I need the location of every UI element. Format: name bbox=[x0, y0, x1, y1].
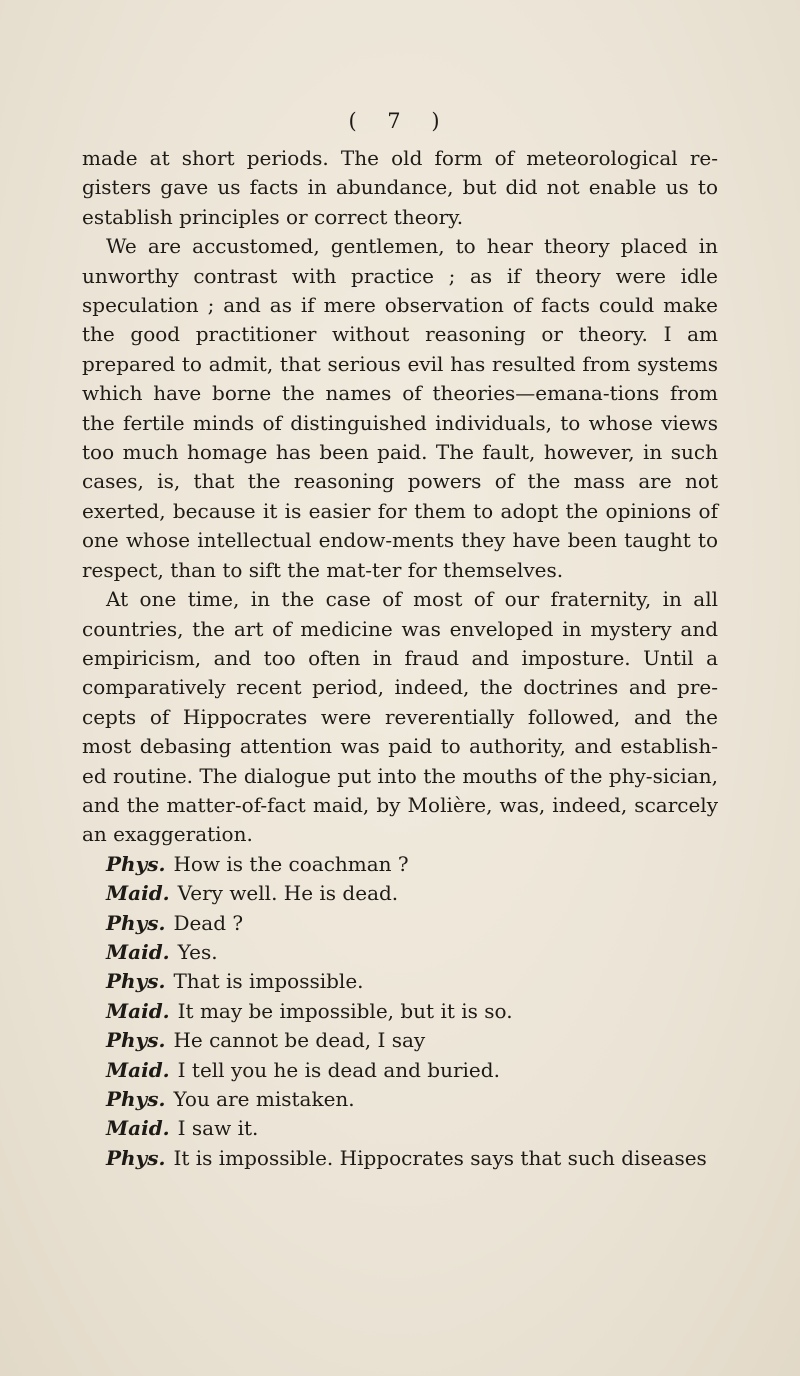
dialogue-text: How is the coachman ? bbox=[173, 851, 409, 876]
dialogue-speaker: Maid. bbox=[106, 881, 170, 906]
dialogue-speaker: Maid. bbox=[106, 1057, 170, 1082]
dialogue-line bbox=[82, 997, 718, 1026]
dialogue-text: Dead ? bbox=[173, 910, 244, 935]
dialogue-text: He cannot be dead, I say bbox=[173, 1028, 426, 1053]
dialogue-line bbox=[82, 1056, 718, 1085]
dialogue-line bbox=[82, 938, 718, 967]
dialogue-line bbox=[82, 1026, 718, 1055]
dialogue-text: You are mistaken. bbox=[173, 1087, 355, 1111]
dialogue-line bbox=[82, 879, 718, 908]
page-number: ( 7 ) bbox=[348, 109, 452, 133]
dialogue-speaker: Maid. bbox=[106, 939, 170, 964]
paragraph-1: made at short periods. The old form of meteorological re-gisters gave us facts in abundance, but did not enable us to establish principles or correct theory. bbox=[82, 146, 718, 229]
dialogue-text: I saw it. bbox=[177, 1116, 259, 1141]
dialogue-text: That is impossible. bbox=[173, 969, 364, 994]
dialogue-text: It may be impossible, but it is so. bbox=[177, 998, 513, 1023]
dialogue-text: I tell you he is dead and buried. bbox=[177, 1057, 500, 1082]
dialogue-speaker: Phys. bbox=[106, 1087, 166, 1111]
dialogue-speaker: Phys. bbox=[106, 1028, 166, 1053]
paragraph-3: At one time, in the case of most of our fraternity, in all countries, the art of medicine was enveloped in mystery and empiricism, and too often in fraud and imposture. Until a comparatively recent period, indeed, the doctrines and pre-cepts of Hippocrates were reverentially followed, and the most debasing attention was paid to authority, and establish-ed routine. The dialogue put into the mouths of the phy-sician, and the matter-of-fact maid, by Molière, was, indeed, scarcely an exaggeration. bbox=[82, 587, 718, 847]
dialogue-line bbox=[82, 909, 718, 938]
dialogue-line bbox=[82, 1114, 718, 1143]
dialogue-speaker: Phys. bbox=[106, 1145, 166, 1170]
dialogue-text: It is impossible. Hippocrates says that such diseases bbox=[173, 1145, 707, 1170]
dialogue-line bbox=[82, 967, 718, 996]
dialogue-line bbox=[82, 1144, 718, 1173]
dialogue bbox=[82, 850, 718, 1173]
dialogue-line bbox=[82, 1085, 718, 1114]
dialogue-speaker: Phys. bbox=[106, 969, 166, 994]
dialogue-speaker: Phys. bbox=[106, 910, 166, 935]
dialogue-speaker: Maid. bbox=[106, 1116, 170, 1141]
dialogue-speaker: Maid. bbox=[106, 998, 170, 1023]
dialogue-line bbox=[82, 850, 718, 879]
body-text bbox=[82, 144, 718, 1173]
dialogue-speaker: Phys. bbox=[106, 851, 166, 876]
paragraph-2: We are accustomed, gentlemen, to hear theory placed in unworthy contrast with practice ; as if theory were idle speculation ; and as if mere observation of facts could make the good practitioner without reasoning or theory. I am prepared to admit, that serious evil has resulted from systems which have borne the names of theories—emana-tions from the fertile minds of distinguished individuals, to whose views too much homage has been paid. The fault, however, in such cases, is, that the reasoning powers of the mass are not exerted, because it is easier for them to adopt the opinions of one whose intellectual endow-ments they have been taught to respect, than to sift the mat-ter for themselves. bbox=[82, 234, 718, 582]
dialogue-text: Very well. He is dead. bbox=[177, 881, 399, 906]
dialogue-text: Yes. bbox=[177, 939, 218, 964]
